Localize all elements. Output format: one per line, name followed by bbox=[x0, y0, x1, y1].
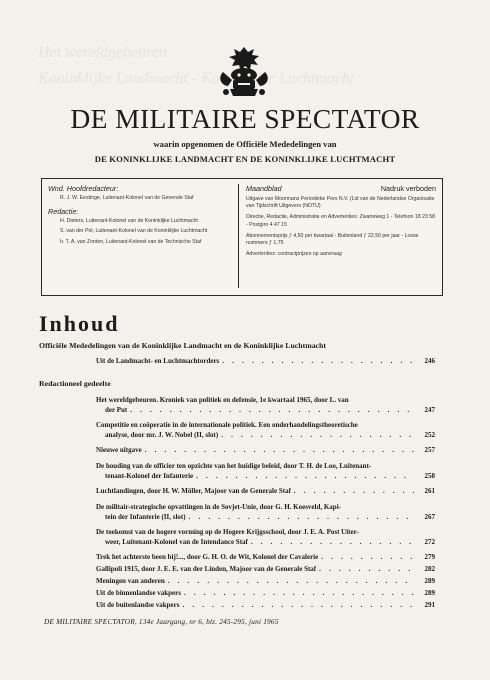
dot-leader bbox=[168, 577, 414, 587]
toc-entry-title-continued: tenant-Kolonel der Infanterie bbox=[105, 471, 194, 480]
address-info: Directie, Redactie, Administratie en Advertenties: Zwarteweg 1 - Telefoon 18 23 58 - Postgiro 4 47 15 bbox=[246, 214, 436, 228]
toc-page-number: 289 bbox=[424, 577, 435, 585]
toc-entry-title: Gallipoli 1915, door J. E. E. van der Linden, Majoor van de Generale Staf bbox=[96, 565, 317, 573]
colophon-box bbox=[41, 178, 443, 296]
page-footer: DE MILITAIRE SPECTATOR, 134e Jaargang, nr 6, blz. 245-295, juni 1965 bbox=[44, 617, 279, 626]
toc-entry bbox=[96, 446, 435, 456]
dot-leader bbox=[294, 487, 414, 497]
toc-entry-title: De toekomst van de hogere vorming op de Hogere Krijgsschool, door J. E. A. Post Uiter- bbox=[96, 528, 359, 536]
dot-leader bbox=[196, 472, 414, 482]
editor-item: S. van der Pol, Luitenant-Kolonel van de Koninklijke Luchtmacht bbox=[60, 228, 208, 235]
toc-page-number: 247 bbox=[424, 405, 435, 414]
subscription-info: Abonnementsprijs ƒ 4,50 per kwartaal - Buitenland ƒ 22,50 per jaar - Losse nummers ƒ 1,75 bbox=[246, 232, 419, 247]
copyright-notice: Nadruk verboden bbox=[380, 184, 436, 193]
chief-editor: R. J. W. Eestinge, Luitenant-Kolonel van de Generale Staf bbox=[60, 195, 194, 201]
editor-item: Ir. T. A. van Zonten, Luitenant-Kolonel van de Technische Staf bbox=[60, 238, 202, 245]
dot-leader bbox=[221, 431, 414, 441]
toc-page-number: 282 bbox=[424, 565, 435, 573]
toc-entry bbox=[96, 357, 435, 367]
toc-entry-title: Luchtlandingen, door H. W. Möller, Majoor van de Generale Staf bbox=[96, 487, 291, 495]
toc-entry bbox=[96, 565, 435, 575]
toc-entry-title-continued: der Put bbox=[105, 405, 128, 414]
toc-entry-title: Het wereldgebeuren. Kroniek van politiek en defensie, 1e kwartaal 1965, door L. van bbox=[96, 396, 349, 404]
toc-entry-title: Trek het achterste been bij!..., door G. H. O. de Wit, Kolonel der Cavalerie bbox=[96, 553, 319, 561]
dot-leader bbox=[321, 553, 414, 563]
toc-entry bbox=[96, 487, 435, 497]
toc-page-number: 258 bbox=[424, 471, 435, 480]
toc-entry-title: Uit de binnenlandse vakpers bbox=[96, 589, 181, 597]
toc-entry bbox=[96, 589, 435, 599]
dot-leader bbox=[130, 406, 414, 416]
bleed-through-text: Het wereldgebeuren Koninklijke Landmacht - Koninklijke Luchtmacht bbox=[38, 44, 355, 87]
toc-entry-title: Meningen van anderen bbox=[96, 577, 165, 585]
editor-item: H. Dieters, Luitenant-Kolonel van de Koninklijke Luchtmacht bbox=[60, 218, 198, 225]
toc-page-number: 289 bbox=[424, 589, 435, 597]
masthead-subtitle: waarin opgenomen de Officiële Mededelingen van bbox=[153, 139, 337, 149]
toc-entry-title: Competitie en coöperatie in de internationale politiek. Een onderhandelingstheoretische bbox=[96, 421, 358, 429]
toc-entry bbox=[96, 553, 435, 563]
toc-entry bbox=[96, 396, 435, 415]
toc-entry bbox=[96, 528, 435, 547]
toc-page-number: 257 bbox=[424, 446, 435, 454]
publisher-info: Uitgave van Moormans Periodieke Pers N.V. (Lid van de Nederlandse Organisatie van Tijdschrift Uitgevers (NOTU) bbox=[246, 196, 435, 210]
toc-page-number: 267 bbox=[424, 512, 435, 521]
toc-entry-title: Nieuwe uitgave bbox=[96, 446, 142, 454]
editorial-column bbox=[48, 184, 234, 246]
dot-leader bbox=[189, 513, 414, 523]
toc-section-title: Officiële Mededelingen van de Koninklijke Landmacht en de Koninklijke Luchtmacht bbox=[39, 341, 326, 350]
toc-entry bbox=[96, 462, 435, 481]
toc-page-number: 252 bbox=[424, 430, 435, 439]
dot-leader bbox=[182, 601, 414, 611]
dot-leader bbox=[145, 446, 414, 456]
toc-page-number: 272 bbox=[424, 537, 435, 546]
coat-of-arms-emblem bbox=[214, 44, 274, 100]
toc-entry bbox=[96, 421, 435, 440]
chief-editor-heading: Wnd. Hoofdredacteur: bbox=[48, 184, 119, 193]
masthead-publishers: DE KONINKLIJKE LANDMACHT EN DE KONINKLIJKE LUCHTMACHT bbox=[94, 154, 396, 164]
toc-heading: Inhoud bbox=[39, 311, 120, 336]
publication-type: Maandblad bbox=[246, 184, 282, 193]
toc-entry-title: De houding van de officier ten opzichte van het huidige beleid, door T. H. de Loo, Luitenant- bbox=[96, 462, 372, 470]
dot-leader bbox=[184, 589, 414, 599]
masthead-title: DE MILITAIRE SPECTATOR bbox=[70, 103, 420, 134]
dot-leader bbox=[222, 357, 414, 367]
toc-entry bbox=[96, 503, 435, 522]
toc-page-number: 291 bbox=[424, 601, 435, 609]
column-divider bbox=[238, 184, 239, 288]
toc-entry bbox=[96, 601, 435, 611]
toc-entry-title-continued: weer, Luitenant-Kolonel van de Intendance Staf bbox=[105, 537, 248, 546]
dot-leader bbox=[319, 565, 414, 575]
toc-entry-title: Uit de buitenlandse vakpers bbox=[96, 601, 180, 609]
editors-heading: Redactie: bbox=[48, 207, 79, 217]
toc-entry-title-continued: tein der Infanterie (II, slot) bbox=[105, 512, 186, 521]
toc-page-number: 246 bbox=[424, 357, 435, 365]
advertising-info: Advertenties: contractprijzen op aanvraag bbox=[246, 251, 342, 258]
toc-page-number: 261 bbox=[424, 487, 435, 495]
toc-entry-title: De militair-strategische opvattingen in de Sovjet-Unie, door G. H. Koesveld, Kapi- bbox=[96, 503, 341, 511]
toc-page-number: 279 bbox=[424, 553, 435, 561]
toc-section-title: Redactioneel gedeelte bbox=[39, 379, 111, 388]
toc-entry-title-continued: analyse, door mr. J. W. Nobel (II, slot) bbox=[105, 430, 219, 439]
publisher-column bbox=[246, 184, 436, 258]
dot-leader bbox=[251, 538, 414, 548]
toc-entry-title: Uit de Landmacht- en Luchtmachtorders bbox=[96, 357, 220, 365]
toc-entry bbox=[96, 577, 435, 587]
